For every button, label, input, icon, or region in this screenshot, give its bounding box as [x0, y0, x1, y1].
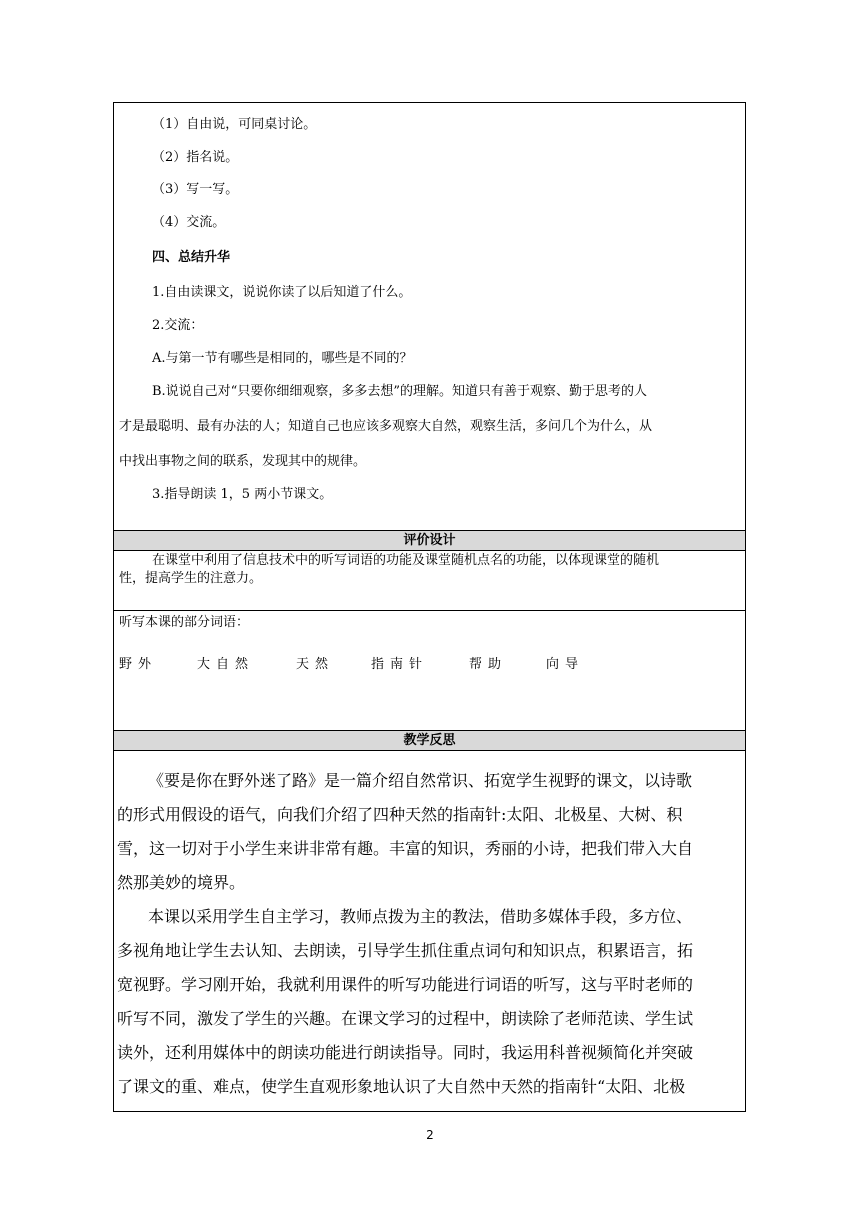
- reflection-line: 多视角地让学生去认知、去朗读，引导学生抓住重点词句和知识点，积累语言，拓: [117, 941, 694, 960]
- reflection-line: 读外，还利用媒体中的朗读功能进行朗读指导。同时，我运用科普视频简化并突破: [117, 1043, 694, 1062]
- reflection-line: 宽视野。学习刚开始，我就利用课件的听写功能进行词语的听写，这与平时老师的: [117, 975, 694, 994]
- word: 帮助: [469, 657, 508, 672]
- page-number: 2: [426, 1128, 434, 1142]
- word: 向导: [546, 657, 585, 672]
- reflection-header: 教学反思: [114, 730, 745, 751]
- paragraph-a: A.与第一节有哪些是相同的，哪些是不同的？: [152, 351, 413, 366]
- step-3: （3）写一写。: [152, 182, 239, 197]
- reflection-line: 雪，这一切对于小学生来讲非常有趣。丰富的知识，秀丽的小诗，把我们带入大自: [117, 839, 694, 858]
- paragraph-3: 3.指导朗读 1，5 两小节课文。: [152, 487, 333, 502]
- divider: [114, 610, 745, 611]
- reflection-line: 的形式用假设的语气，向我们介绍了四种天然的指南针:太阳、北极星、大树、积: [117, 805, 683, 824]
- word: 天然: [296, 657, 335, 672]
- paragraph-2: 2.交流：: [152, 318, 204, 333]
- word: 大自然: [197, 657, 255, 672]
- step-1: （1）自由说，可同桌讨论。: [152, 117, 317, 132]
- section-heading: 四、总结升华: [152, 250, 231, 265]
- evaluation-text-line-1: 在课堂中利用了信息技术中的听写词语的功能及课堂随机点名的功能，以体现课堂的随机: [152, 553, 660, 568]
- word: 野外: [119, 657, 158, 672]
- reflection-line: 本课以采用学生自主学习，教师点拨为主的教法，借助多媒体手段，多方位、: [148, 907, 693, 926]
- lesson-table: [113, 102, 746, 1112]
- step-4: （4）交流。: [152, 215, 226, 230]
- paragraph-b-line-2: 才是最聪明、最有办法的人；知道自己也应该多观察大自然，观察生活，多问几个为什么，从: [119, 419, 653, 434]
- reflection-line: 听写不同，激发了学生的兴趣。在课文学习的过程中，朗读除了老师范读、学生试: [117, 1009, 694, 1028]
- reflection-line: 然那美妙的境界。: [117, 873, 246, 892]
- dictation-label: 听写本课的部分词语：: [119, 615, 250, 630]
- paragraph-b-line-3: 中找出事物之间的联系，发现其中的规律。: [119, 454, 367, 469]
- reflection-line: 了课文的重、难点，使学生直观形象地认识了大自然中天然的指南针“太阳、北极: [117, 1077, 686, 1096]
- word: 指南针: [371, 657, 429, 672]
- step-2: （2）指名说。: [152, 150, 239, 165]
- evaluation-header: 评价设计: [114, 530, 745, 551]
- evaluation-text-line-2: 性，提高学生的注意力。: [119, 571, 263, 586]
- paragraph-1: 1.自由读课文，说说你读了以后知道了什么。: [152, 285, 412, 300]
- paragraph-b-line-1: B.说说自己对“只要你细细观察，多多去想”的理解。知道只有善于观察、勤于思考的人: [152, 384, 647, 399]
- reflection-line: 《要是你在野外迷了路》是一篇介绍自然常识、拓宽学生视野的课文，以诗歌: [148, 771, 693, 790]
